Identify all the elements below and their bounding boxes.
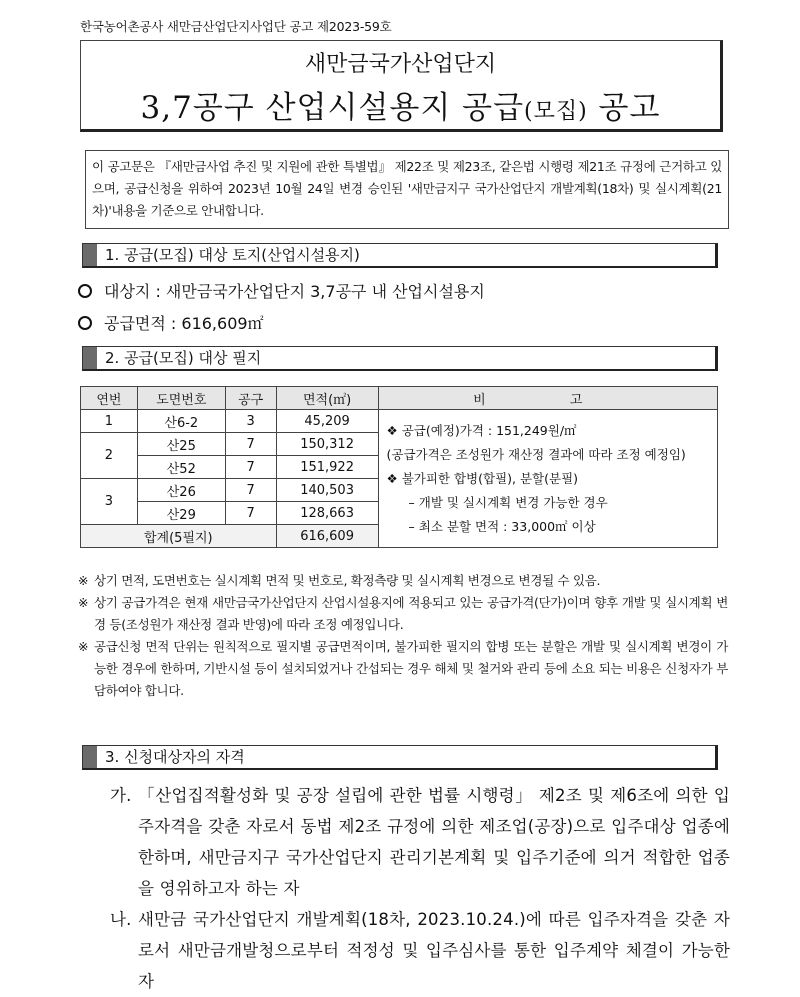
section3-heading — [82, 745, 718, 770]
footnote-text: 상기 공급가격은 현재 새만금국가산업단지 산업시설용지에 적용되고 있는 공급가격(단가)이며 향후 개발 및 실시계획 변경 등(조성원가 재산정 결과 반영)에 따라 조정 예정입니다. — [94, 595, 728, 632]
title-notice-part: 공고 — [587, 90, 661, 126]
note-min-split: – 최소 분할 면적 : 33,000㎡ 이상 — [408, 518, 596, 534]
remarks-cell — [378, 410, 717, 548]
cell-no: 3 — [81, 479, 138, 525]
title-recruit-part: (모집) — [524, 99, 588, 124]
reference-mark-icon: ※ — [78, 595, 89, 610]
footnote-item — [78, 570, 728, 592]
col-header-no: 연번 — [81, 387, 138, 410]
cell-zone: 7 — [225, 502, 276, 525]
section-marker-icon — [83, 746, 97, 768]
col-header-zone: 공구 — [225, 387, 276, 410]
section1-heading — [82, 243, 718, 268]
cell-lot: 산26 — [137, 479, 225, 502]
title-main-part: 3,7공구 산업시설용지 공급 — [140, 90, 525, 126]
cell-no: 2 — [81, 433, 138, 479]
section1-title: 1. 공급(모집) 대상 토지(산업시설용지) — [105, 246, 360, 264]
notice-number: 한국농어촌공사 새만금산업단지사업단 공고 제2023-59호 — [80, 19, 392, 34]
footnotes — [78, 570, 728, 702]
cell-zone: 7 — [225, 479, 276, 502]
title-subtitle: 새만금국가산업단지 — [304, 52, 497, 77]
cell-lot: 산52 — [137, 456, 225, 479]
cell-lot: 산25 — [137, 433, 225, 456]
footnote-text: 공급신청 면적 단위는 원칙적으로 필지별 공급면적이며, 불가피한 필지의 합병 또는 분할은 개발 및 실시계획 변경이 가능한 경우에 한하며, 기반시설 등이 설치되었거나 간섭되는 경우 해체 및 철거와 관리 등에 소요 되는 비용은 신청자가 부담하여야 합니다. — [94, 639, 728, 698]
item-text: 새만금 국가산업단지 개발계획(18차, 2023.10.24.)에 따른 입주자격을 갖춘 자로서 새만금개발청으로부터 적정성 및 입주심사를 통한 입주계약 체결이 가능한 자 — [138, 910, 730, 991]
cell-area: 140,503 — [276, 479, 378, 502]
cell-lot: 산29 — [137, 502, 225, 525]
target-land-text: 대상지 : 새만금국가산업단지 3,7공구 내 산업시설용지 — [104, 282, 485, 301]
bullet-supply-area — [78, 311, 264, 334]
table-header-row — [81, 387, 718, 410]
footnote-item — [78, 592, 728, 636]
footnote-text: 상기 면적, 도면번호는 실시계획 면적 및 번호로, 확정측량 및 실시계획 변경으로 변경될 수 있음. — [94, 573, 601, 588]
cell-zone: 7 — [225, 433, 276, 456]
cell-area: 151,922 — [276, 456, 378, 479]
reference-mark-icon: ※ — [78, 573, 89, 588]
section3-title: 3. 신청대상자의 자격 — [105, 748, 245, 766]
cell-no: 1 — [81, 410, 138, 433]
cell-lot: 산6-2 — [137, 410, 225, 433]
parcel-table — [80, 386, 718, 548]
cell-area: 150,312 — [276, 433, 378, 456]
col-header-remarks: 비 고 — [378, 387, 717, 410]
col-header-lot: 도면번호 — [137, 387, 225, 410]
circle-bullet-icon — [78, 284, 92, 298]
page-title — [81, 82, 720, 127]
cell-zone: 7 — [225, 456, 276, 479]
cell-area: 45,209 — [276, 410, 378, 433]
item-text: 「산업집적활성화 및 공장 설립에 관한 법률 시행령」 제2조 및 제6조에 의한 입주자격을 갖춘 자로서 동법 제2조 규정에 의한 제조업(공장)으로 입주대상 업종에 한하며, 새만금지구 국가산업단지 관리기본계획 및 입주기준에 의거 적합한 업종을 영위하고자 하는 자 — [138, 786, 730, 898]
reference-mark-icon: ※ — [78, 639, 89, 654]
supply-area-text: 공급면적 : 616,609㎡ — [104, 314, 264, 333]
item-number: 나. — [110, 910, 132, 929]
circle-bullet-icon — [78, 316, 92, 330]
cell-area: 128,663 — [276, 502, 378, 525]
total-label: 합계(5필지) — [81, 525, 277, 548]
section-marker-icon — [83, 244, 97, 266]
qualification-item — [110, 904, 730, 997]
section2-title: 2. 공급(모집) 대상 필지 — [105, 349, 262, 367]
note-price: ❖ 공급(예정)가격 : 151,249원/㎡ — [386, 422, 577, 438]
footnote-item — [78, 636, 728, 702]
table-row — [81, 410, 718, 433]
note-plan-change: – 개발 및 실시계획 변경 가능한 경우 — [408, 494, 608, 510]
section-marker-icon — [83, 347, 97, 369]
note-price-detail: (공급가격은 조성원가 재산정 결과에 따라 조정 예정임) — [386, 446, 686, 462]
bullet-target-land — [78, 279, 485, 302]
cell-zone: 3 — [225, 410, 276, 433]
col-header-area: 면적(㎡) — [276, 387, 378, 410]
section2-heading — [82, 346, 718, 371]
item-number: 가. — [110, 786, 132, 805]
total-area: 616,609 — [276, 525, 378, 548]
qualification-item — [110, 780, 730, 904]
note-merge-split: ❖ 불가피한 합병(합필), 분할(분필) — [386, 470, 579, 486]
title-box — [80, 40, 723, 132]
intro-paragraph: 이 공고문은 『새만금사업 추진 및 지원에 관한 특별법』 제22조 및 제23조, 같은법 시행령 제21조 규정에 근거하고 있으며, 공급신청을 위하여 2023년 10월 24일 변경 승인된 '새만금지구 국가산업단지 개발계획(18차) 및 실시계획(21차)'내용을 기준으로 안내합니다. — [85, 150, 729, 229]
qualification-list — [110, 780, 730, 997]
